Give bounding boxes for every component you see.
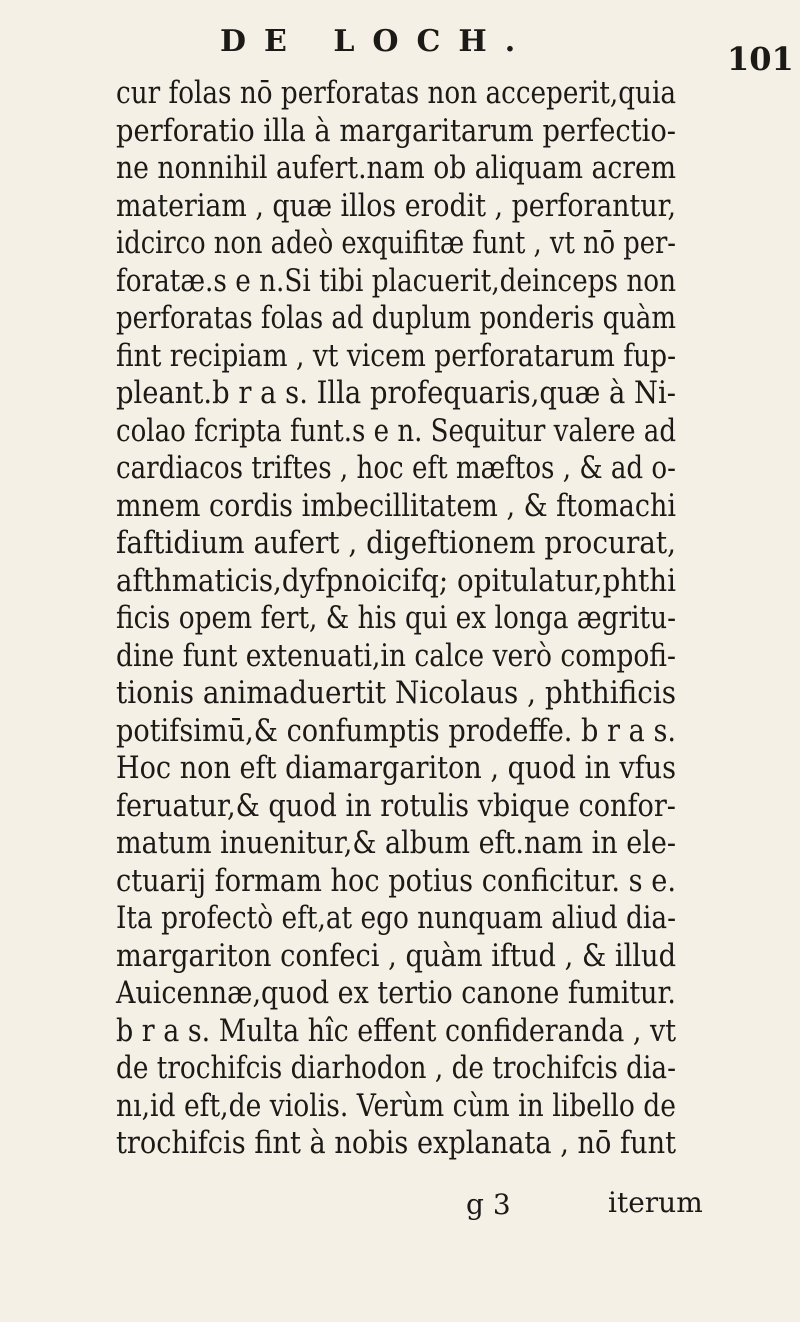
text-line: b r a s. Multa hîc effent confideranda , vt	[116, 1012, 677, 1049]
text-line: perforatas folas ad duplum ponderis quàm	[116, 300, 676, 336]
text-line: nı,id eft,de violis. Verùm cùm in libello de	[116, 1087, 677, 1124]
text-line: idcirco non adeò exquifitæ funt , vt nō per-	[116, 225, 676, 261]
text-line: potifsimū,& confumptis prodeffe. b r a s.	[116, 712, 677, 749]
signature-mark: g 3	[466, 1188, 511, 1221]
text-line: perforatio illa à margaritarum perfectio-	[116, 112, 676, 149]
text-line: Hoc non eft diamargariton , quod in vfus	[116, 750, 677, 786]
text-line: tionis animaduertit Nicolaus , phthificis	[116, 675, 677, 711]
text-line: cardiacos triftes , hoc eft mæftos , & ad o-	[116, 450, 676, 486]
text-line: pleant.b r a s. Illa profequaris,quæ à Ni-	[116, 375, 676, 411]
text-line: foratæ.s e n.Si tibi placuerit,deinceps non	[116, 262, 676, 299]
text-line: mnem cordis imbecillitatem , & ftomachi	[116, 487, 676, 524]
text-line: cur folas nō perforatas non acceperit,quia	[116, 75, 676, 111]
text-line: ficis opem fert, & his qui ex longa ægritu-	[116, 600, 677, 636]
text-line: matum inuenitur,& album eft.nam in ele-	[116, 825, 676, 861]
text-line: faftidium aufert , digeftionem procurat,	[116, 525, 677, 561]
text-line: Auicennæ,quod ex tertio canone fumitur.	[116, 975, 676, 1011]
text-line: ctuarij formam hoc potius conficitur. s e.	[116, 862, 676, 899]
text-line: afthmaticis,dyfpnoicifq; opitulatur,phthi	[116, 562, 676, 599]
text-line: fint recipiam , vt vicem perforatarum fup-	[116, 337, 677, 374]
text-line: dine funt extenuati,in calce verò compofi-	[116, 637, 676, 674]
text-line: margariton confeci , quàm iftud , & illud	[116, 937, 677, 974]
page-number: 101	[727, 40, 794, 78]
text-line: materiam , quæ illos erodit , perforantur,	[116, 187, 676, 224]
text-line: feruatur,& quod in rotulis vbique confor-	[116, 787, 676, 824]
text-line: Ita profectò eft,at ego nunquam aliud dia-	[116, 900, 676, 936]
text-line: de trochifcis diarhodon , de trochifcis dia-	[116, 1050, 677, 1086]
catchword: iterum	[608, 1186, 703, 1219]
signature-line	[0, 1188, 800, 1228]
text-line: trochifcis fint à nobis explanata , nō funt	[116, 1125, 677, 1161]
running-head: DE LOCH.	[220, 24, 534, 59]
text-line: ne nonnihil aufert.nam ob aliquam acrem	[116, 150, 677, 186]
text-line: colao fcripta funt.s e n. Sequitur valere ad	[116, 412, 676, 449]
